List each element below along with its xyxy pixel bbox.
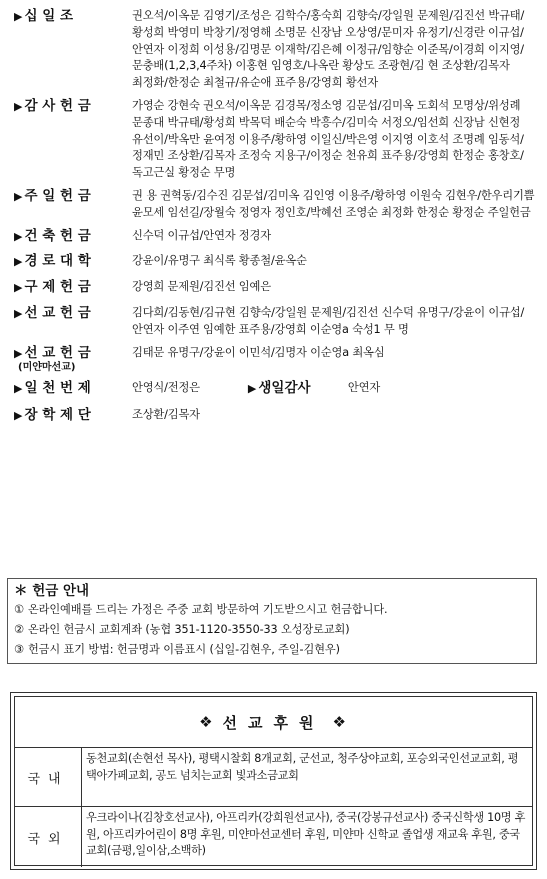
circled-number: ③ xyxy=(14,643,24,656)
offering-names: 김다희/김동현/김규현 김향숙/강일원 문제원/김진선 신수덕 유명구/강윤이 이규섭/안연자 이주연 임예한 표주용/강영희 이순영a 숙성1 무 명 xyxy=(132,305,525,336)
notice-text: 헌금시 표기 방법: 헌금명과 이름표시 (십일-김현우, 주일-김현우) xyxy=(27,643,340,656)
triangle-bullet-icon: ▶ xyxy=(14,189,23,203)
mission-label: 국외 xyxy=(15,807,82,867)
notice-text: 온라인예배를 드리는 가정은 주중 교회 방문하여 기도받으시고 헌금합니다. xyxy=(27,603,388,616)
mission-row-domestic xyxy=(15,748,532,807)
triangle-bullet-icon: ▶ xyxy=(14,99,23,113)
offering-row-thanks xyxy=(14,98,536,182)
notice-text: 온라인 헌금시 교회계좌 (농협 351-1120-3550-33 오성장로교회) xyxy=(27,623,350,636)
offering-names: 김태문 유명구/강윤이 이민석/김명자 이순영a 최옥심 xyxy=(132,345,385,359)
notice-item xyxy=(14,640,530,660)
diamond-ornament-icon: ❖ xyxy=(199,713,215,731)
circled-number: ② xyxy=(14,623,24,636)
circled-number: ① xyxy=(14,603,24,616)
offering-list xyxy=(14,8,536,431)
offering-row-mission xyxy=(14,305,536,339)
offering-names: 강윤이/유명구 최식록 황종철/윤옥순 xyxy=(132,254,307,268)
offering-label: 선 교 헌 금 xyxy=(24,304,91,321)
offering-label: 경 로 대 학 xyxy=(24,253,91,270)
mission-text: 우크라이나(김창호선교사), 아프리카(강희원선교사), 중국(강봉규선교사) 중국신학생 10명 후원, 아프리카어린이 8명 후원, 미얀마선교센터 후원, 미얀마 신학교 졸업생 재교육 후원, 중국교회(금평,일이삼,소백하) xyxy=(86,811,526,857)
triangle-bullet-icon: ▶ xyxy=(14,281,23,295)
offering-row-myanmar-mission xyxy=(14,345,536,375)
offering-label: 일 천 번 제 xyxy=(24,380,91,397)
offering-sublabel: (미얀마선교) xyxy=(18,362,76,374)
triangle-bullet-icon: ▶ xyxy=(14,255,23,269)
notice-item xyxy=(14,600,530,620)
offering-row-tithe xyxy=(14,8,536,92)
offering-names: 권오석/이옥문 김영기/조성은 김학수/홍숙희 김향숙/강일원 문제원/김진선 박규태/황성희 박영미 박창기/정영해 소명문 신장남 오상영/문미자 유정기/신경란 이규섭/안연자 이정희 이성용/김명문 이재학/김은혜 이정규/임향순 이준목/이경희 이지영/문충배(1,2,3,4주차) 이홍현 임영호/나옥란 황상도 조광현/김 현 조상환/김목자 최정화/한정순 최철규/유순애 표주용/강영희 황선자 xyxy=(132,9,525,90)
offering-row-scholarship xyxy=(14,407,536,425)
mission-title xyxy=(15,697,532,748)
notice-item xyxy=(14,620,530,640)
offering-label: 십 일 조 xyxy=(24,8,73,24)
offering-label: 장 학 제 단 xyxy=(24,407,91,424)
offering-row-relief xyxy=(14,279,536,297)
offering-row-sunday xyxy=(14,188,536,222)
triangle-bullet-icon: ▶ xyxy=(14,306,23,320)
offering-row-building xyxy=(14,228,536,246)
offering-label: 구 제 헌 금 xyxy=(24,279,91,296)
offering-names: 권 용 권혁동/김수진 김문섭/김미옥 김인영 이용주/황하영 이원숙 김현우/한우리기쁨 윤모세 임선길/장월숙 정영자 정인호/박혜선 조영순 최정화 한정순 황정순 주일헌금 xyxy=(132,188,535,219)
offering-names: 신수덕 이규섭/안연자 정경자 xyxy=(132,228,271,242)
mission-label: 국내 xyxy=(15,748,82,806)
offering-notice-box xyxy=(7,578,537,664)
offering-label: 선 교 헌 금 xyxy=(24,344,91,361)
offering-label: 감 사 헌 금 xyxy=(24,97,91,114)
mission-row-overseas xyxy=(15,807,532,867)
offering-label: 주 일 헌 금 xyxy=(24,187,91,204)
offering-names: 가영순 강현숙 권오석/이옥문 김경목/정소영 김문섭/김미옥 도회석 모명상/위성례 문종대 박규태/황성희 박목덕 배순숙 박흥수/김미숙 서정오/임선희 신장남 신현정 유선이/박옥만 윤여정 이용주/황하영 이일신/박은영 이지영 이호석 조명례 임동석/정재민 조상환/김목자 조정숙 지용구/이정순 천유희 표주용/강영희 한정순 홍창호/독고근실 황정순 무명 xyxy=(132,98,524,180)
triangle-bullet-icon: ▶ xyxy=(14,382,23,396)
offering-label: 생일감사 xyxy=(258,380,311,397)
mission-title-text: 선교후원 xyxy=(222,713,325,732)
triangle-bullet-icon: ▶ xyxy=(14,229,23,243)
offering-names: 안영식/전정은 xyxy=(132,381,200,395)
offering-names: 조상환/김목자 xyxy=(132,408,200,422)
offering-label: 건 축 헌 금 xyxy=(24,227,91,244)
notice-title: ＊ 헌금 안내 xyxy=(14,583,90,599)
offering-names: 강영희 문제원/김진선 임예은 xyxy=(132,280,271,294)
triangle-bullet-icon: ▶ xyxy=(14,10,23,23)
triangle-bullet-icon: ▶ xyxy=(14,346,23,360)
mission-text: 동천교회(손현선 목사), 평택시찰회 8개교회, 군선교, 청주상야교회, 포승외국인선교교회, 평택아가페교회, 공도 넘치는교회 빛과소금교회 xyxy=(86,752,519,782)
mission-support-box xyxy=(10,692,537,870)
diamond-ornament-icon: ❖ xyxy=(332,713,348,731)
offering-row-senior-college xyxy=(14,253,536,271)
triangle-bullet-icon: ▶ xyxy=(14,409,23,423)
offering-names: 안연자 xyxy=(347,381,381,395)
triangle-bullet-icon: ▶ xyxy=(247,382,257,396)
offering-row-ilcheon-birthday xyxy=(14,380,536,398)
